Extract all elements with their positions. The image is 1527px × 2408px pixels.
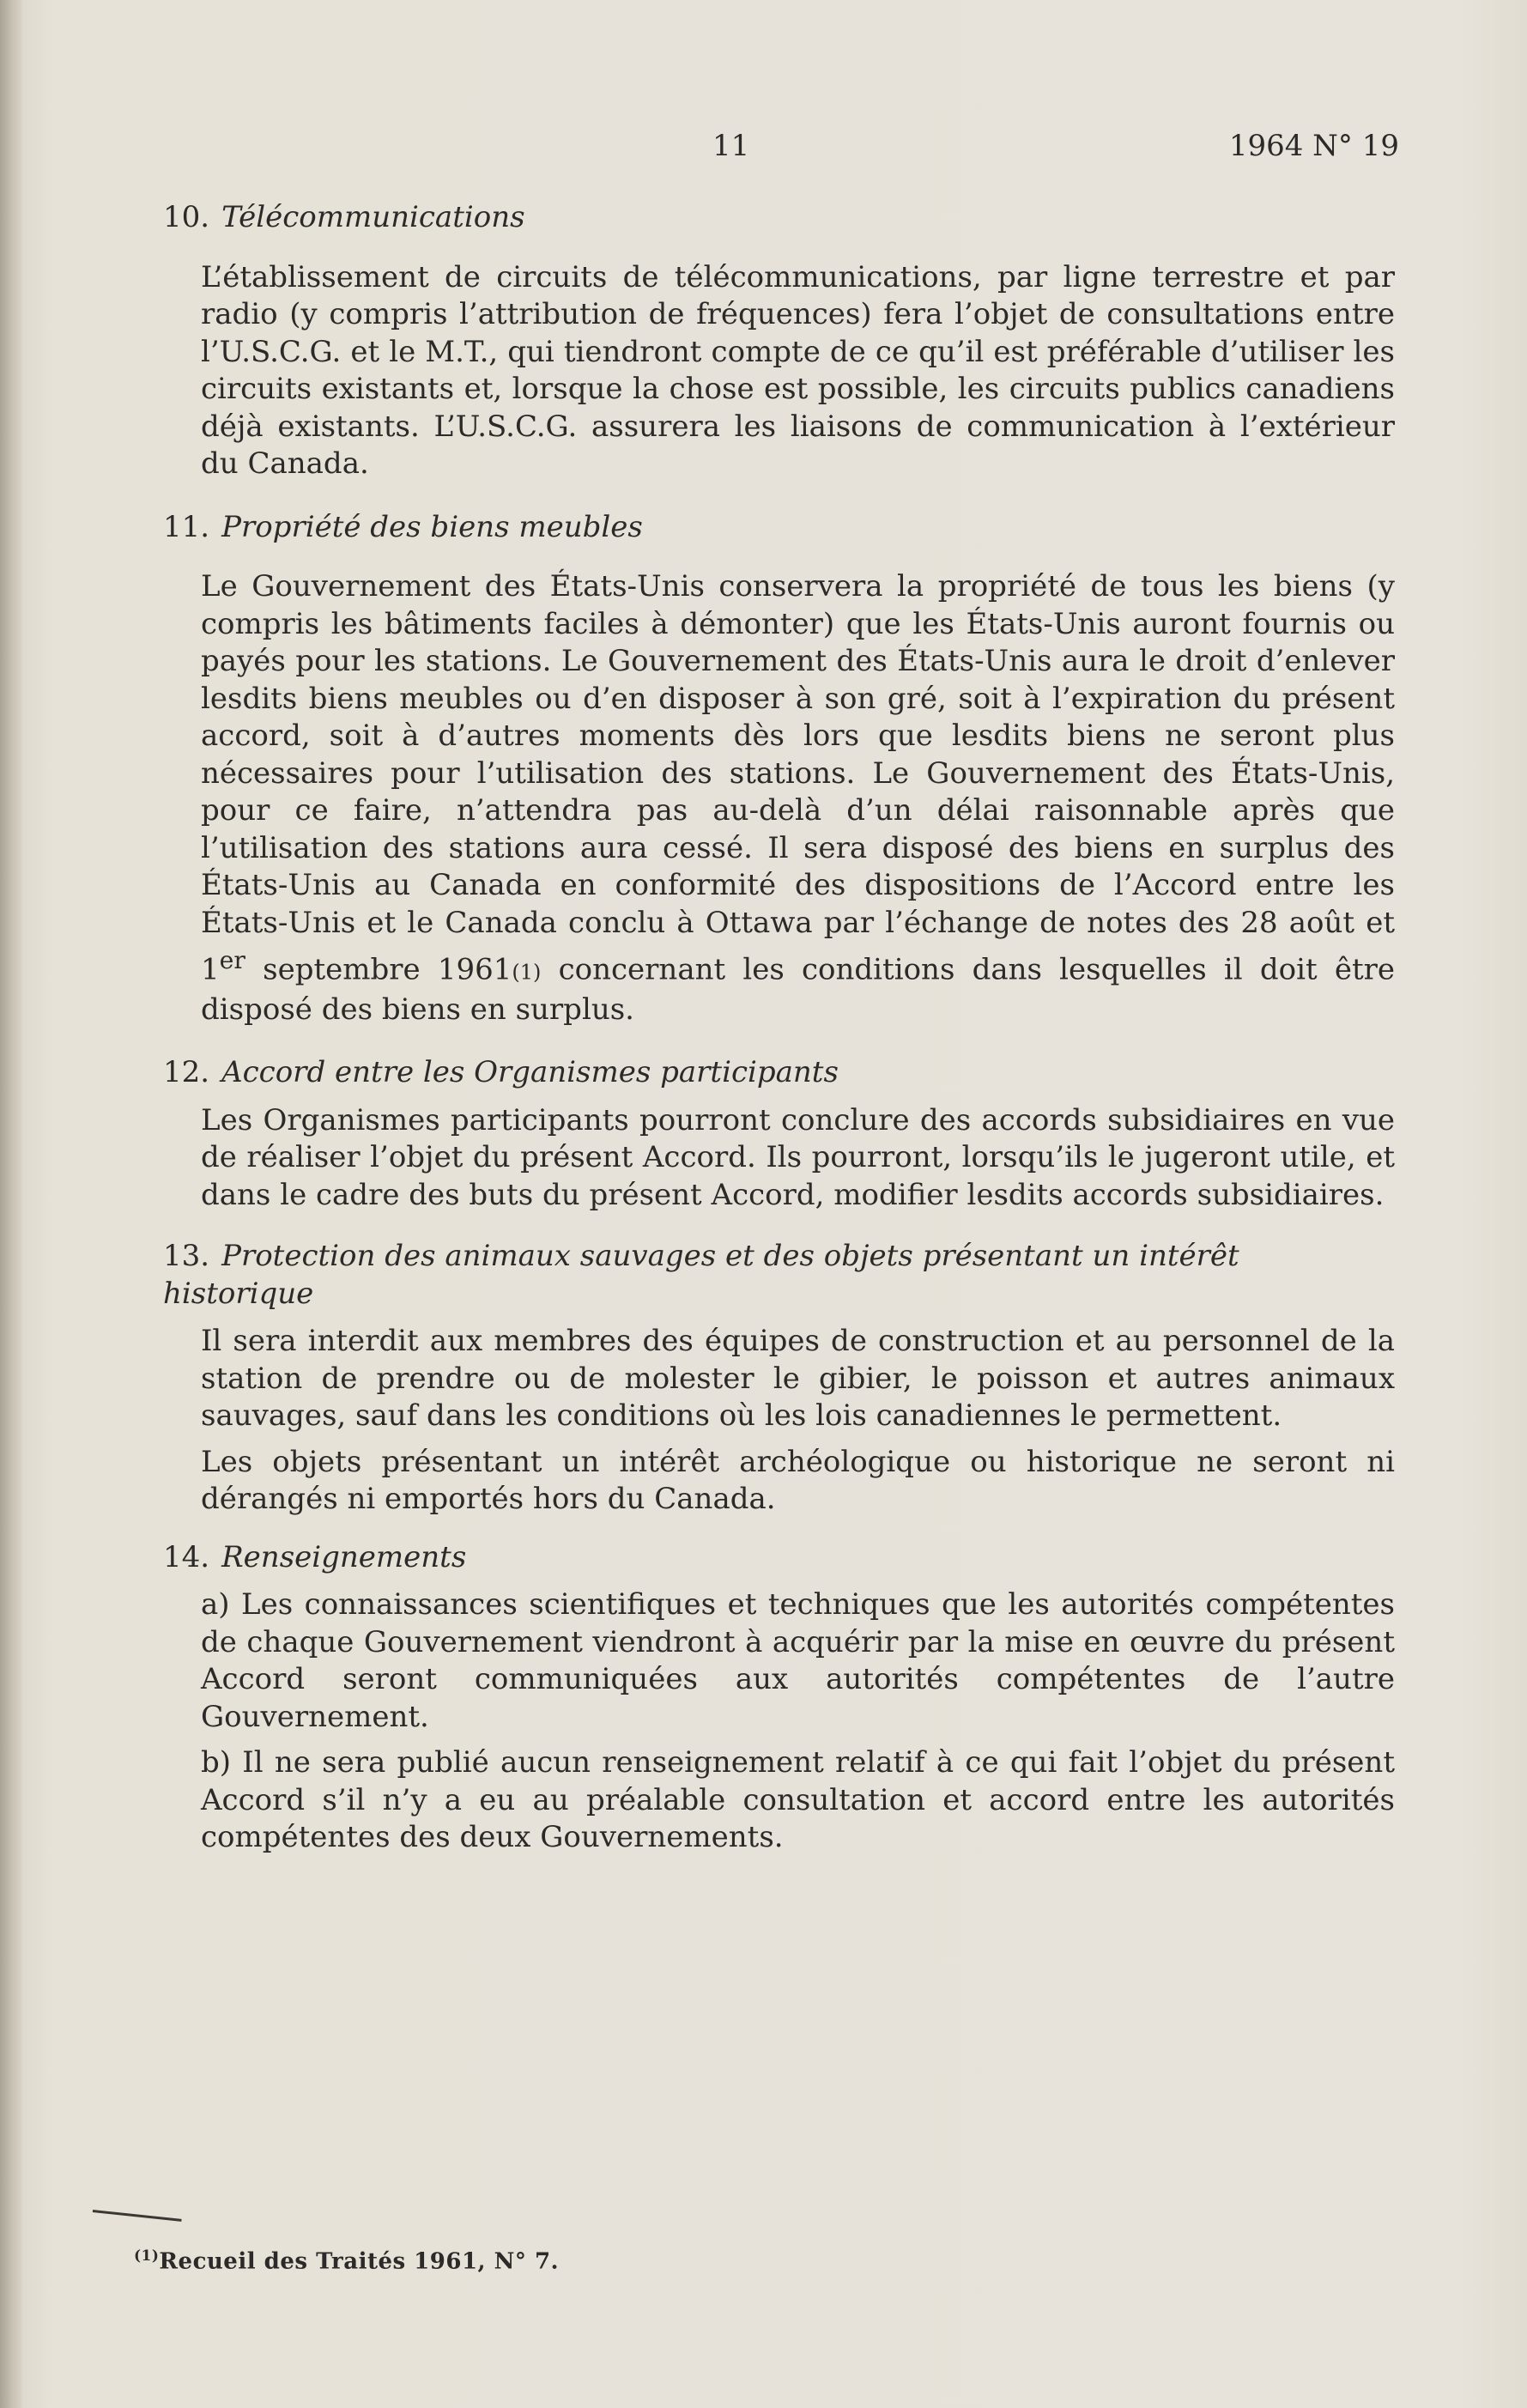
page-header	[163, 129, 1399, 172]
paragraph-telecommunications: L’établissement de circuits de télécommunications, par ligne terrestre et par radio (y compris l’attribution de fréquences) fera l’objet de consultations entre l’U.S.C.G. et le M.T., qui tiendront compte de ce qu’il est préférable d’utiliser les circuits existants et, lorsque la chose est possible, les circuits publics canadiens déjà existants. L’U.S.C.G. assurera les liaisons de communication à l’extérieur du Canada.	[201, 259, 1395, 481]
section-heading-11	[163, 509, 1395, 547]
paragraph-text: septembre 1961	[245, 952, 512, 987]
section-number: 12.	[163, 1055, 210, 1090]
footnote-text: Recueil des Traités 1961, N° 7.	[159, 2248, 560, 2275]
document-reference: 1964 N° 19	[1228, 129, 1399, 163]
section-heading-14	[163, 1539, 1395, 1577]
section-number: 13.	[163, 1239, 210, 1274]
paragraph-property	[163, 568, 1395, 1028]
paragraph-participating-agencies: Les Organismes participants pourront conclure des accords subsidiaires en vue de réaliser l’objet du présent Accord. Ils pourront, lorsqu’ils le jugeront utile, et dans le cadre des buts du présent Accord, modifier lesdits accords subsidiaires.	[201, 1102, 1395, 1212]
paragraph-information-a: a) Les connaissances scientifiques et techniques que les autorités compétentes de chaque Gouvernement viendront à acquérir par la mise en œuvre du présent Accord seront communiquées aux autorités compétentes de l’autre Gouvernement.	[201, 1587, 1395, 1734]
section-heading-13	[163, 1238, 1395, 1313]
section-title: Protection des animaux sauvages et des objets présentant un intérêt historique	[163, 1239, 1239, 1311]
section-title: Télécommunications	[221, 200, 525, 234]
section-title: Propriété des biens meubles	[221, 509, 643, 544]
section-number: 11.	[163, 509, 210, 544]
paragraph-text: concernant les conditions dans lesquelles il doit être disposé des biens en surplus.	[201, 952, 1396, 1027]
footnote-marker: (1)	[134, 2247, 160, 2265]
paragraph-text: Le Gouvernement des États-Unis conservera la propriété de tous les biens (y compris les bâtiments faciles à démonter) que les États-Unis auront fournis ou payés pour les stations. Le Gouvernement des États-Unis aura le droit d’enlever lesdits biens meubles ou d’en disposer à son gré, soit à l’expiration du présent accord, soit à d’autres moments dès lors que lesdits biens ne seront plus nécessaires pour l’utilisation des stations. Le Gouvernement des États-Unis, pour ce faire, n’attendra pas au-delà d’un délai raisonnable après que l’utilisation des stations aura cessé. Il sera disposé des biens en surplus des États-Unis au Canada en conformité des dispositions de l’Accord entre les États-Unis et le Canada conclu à Ottawa par l’échange de notes des 28 août et 1	[201, 569, 1395, 987]
paragraph-historic-objects: Les objets présentant un intérêt archéologique ou historique ne seront ni dérangés ni emportés hors du Canada.	[201, 1444, 1395, 1517]
section-number: 14.	[163, 1539, 210, 1574]
ordinal-superscript: er	[219, 946, 245, 974]
paragraph-wildlife: Il sera interdit aux membres des équipes de construction et au personnel de la station de prendre ou de molester le gibier, le poisson et autres animaux sauvages, sauf dans les conditions où les lois canadiennes le permettent.	[201, 1324, 1395, 1434]
paragraph-information-b: b) Il ne sera publié aucun renseignement relatif à ce qui fait l’objet du présent Accord s’il n’y a eu au préalable consultation et accord entre les autorités compétentes des deux Gouvernements.	[201, 1745, 1395, 1855]
section-title: Renseignements	[221, 1539, 467, 1574]
footnote-reference: (1)	[512, 960, 542, 985]
page-binding-edge	[0, 0, 22, 2408]
section-heading-12	[163, 1054, 1395, 1092]
footnote	[134, 2247, 559, 2275]
section-number: 10.	[163, 200, 210, 234]
section-title: Accord entre les Organismes participants	[221, 1055, 839, 1090]
page-number: 11	[712, 129, 750, 163]
section-heading-10	[163, 199, 1395, 237]
document-body	[163, 199, 1395, 1857]
